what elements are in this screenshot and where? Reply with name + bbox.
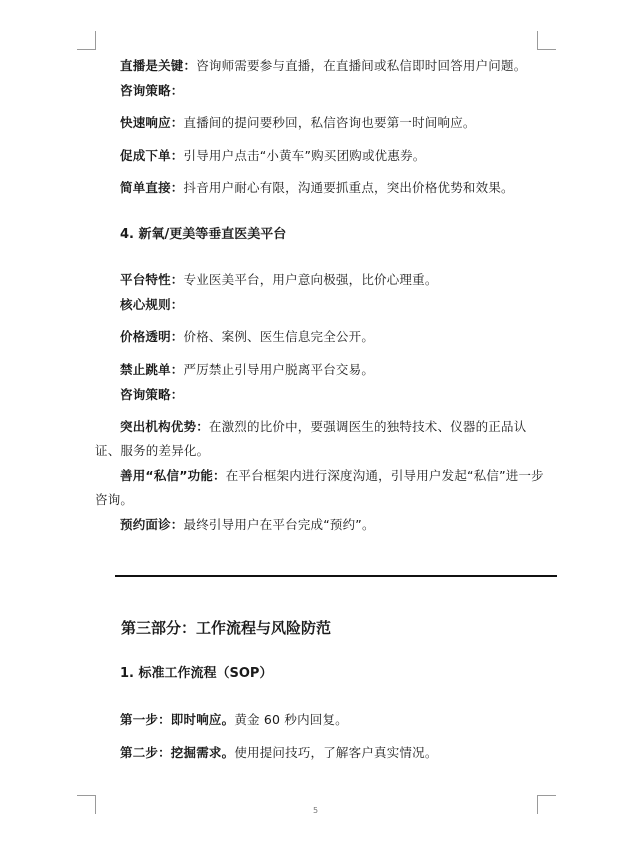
section-4-heading: 4. 新氧/更美等垂直医美平台 — [120, 227, 287, 242]
term-text: 在平台框架内进行深度沟通，引导用户发起“私信”进一步 — [225, 468, 544, 483]
term-text: 专业医美平台，用户意向极强，比价心理重。 — [183, 272, 438, 287]
crop-mark-top-left — [77, 31, 96, 50]
paragraph-private-message — [120, 468, 544, 484]
paragraph-continuation: 咨询。 — [95, 492, 134, 507]
step-label: 第二步：挖掘需求。 — [120, 745, 235, 760]
paragraph-institution-advantage — [120, 419, 526, 435]
step-label: 第一步：即时响应。 — [120, 712, 235, 727]
term-text: 直播间的提问要秒回，私信咨询也要第一时间响应。 — [183, 115, 476, 130]
term-label: 简单直接： — [120, 180, 184, 195]
crop-mark-top-right — [537, 31, 556, 50]
paragraph-promote-order — [120, 148, 425, 164]
paragraph-consult-strategy-2 — [120, 387, 184, 403]
term-text: 咨询师需要参与直播，在直播间或私信即时回答用户问题。 — [196, 58, 527, 73]
step-2 — [120, 745, 438, 761]
paragraph-continuation: 证、服务的差异化。 — [95, 443, 210, 458]
step-text: 黄金 60 秒内回复。 — [234, 712, 348, 727]
term-text: 在激烈的比价中，要强调医生的独特技术、仪器的正品认 — [208, 419, 527, 434]
page-number: 5 — [312, 806, 319, 815]
paragraph-simple-direct — [120, 180, 514, 196]
term-label: 突出机构优势： — [120, 419, 209, 434]
paragraph-live-key — [120, 58, 526, 74]
paragraph-platform-traits — [120, 272, 438, 288]
term-label: 平台特性： — [120, 272, 184, 287]
term-text: 价格、案例、医生信息完全公开。 — [183, 329, 375, 344]
term-label: 善用“私信”功能： — [120, 468, 226, 483]
sop-heading: 1. 标准工作流程（SOP） — [120, 666, 273, 681]
term-text: 最终引导用户在平台完成“预约”。 — [183, 517, 375, 532]
term-text: 严厉禁止引导用户脱离平台交易。 — [183, 362, 375, 377]
paragraph-consult-strategy — [120, 83, 184, 99]
term-label: 核心规则： — [120, 297, 184, 312]
step-1 — [120, 712, 348, 728]
term-label: 促成下单： — [120, 148, 184, 163]
step-text: 使用提问技巧，了解客户真实情况。 — [234, 745, 438, 760]
part-3-heading: 第三部分：工作流程与风险防范 — [121, 619, 332, 637]
section-divider — [115, 575, 557, 577]
term-label: 快速响应： — [120, 115, 184, 130]
term-label: 咨询策略： — [120, 387, 184, 402]
paragraph-core-rules — [120, 297, 184, 313]
term-label: 直播是关键： — [120, 58, 197, 73]
paragraph-price-transparent — [120, 329, 374, 345]
term-text: 抖音用户耐心有限，沟通要抓重点，突出价格优势和效果。 — [183, 180, 514, 195]
paragraph-fast-response — [120, 115, 476, 131]
term-label: 预约面诊： — [120, 517, 184, 532]
term-label: 禁止跳单： — [120, 362, 184, 377]
term-label: 价格透明： — [120, 329, 184, 344]
term-label: 咨询策略： — [120, 83, 184, 98]
term-text: 引导用户点击“小黄车”购买团购或优惠券。 — [183, 148, 426, 163]
paragraph-appointment — [120, 517, 375, 533]
paragraph-no-skip-order — [120, 362, 374, 378]
